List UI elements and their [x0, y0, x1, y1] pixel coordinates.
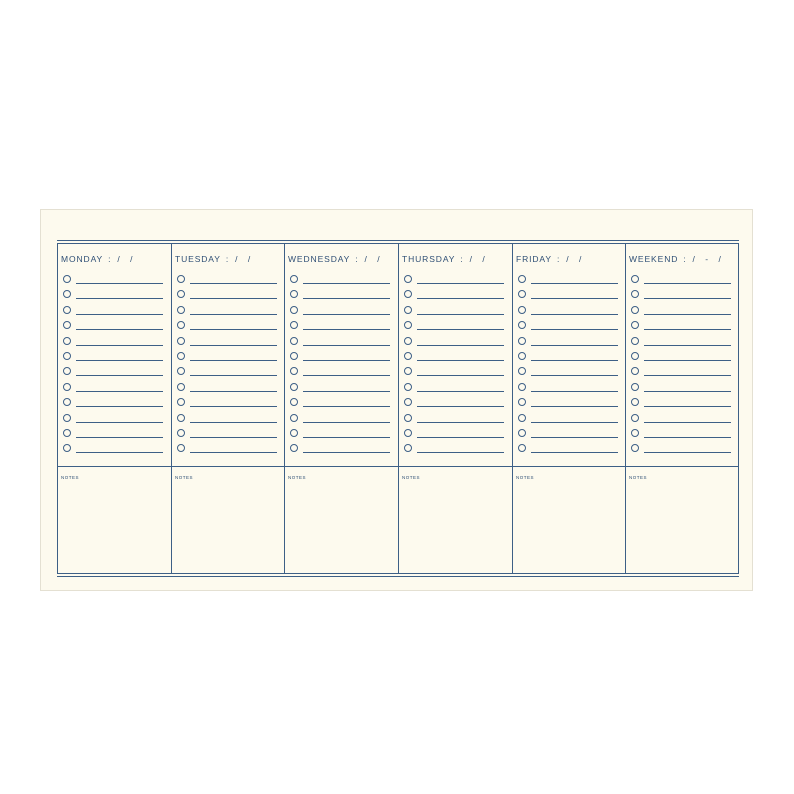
task-row — [518, 289, 618, 301]
task-checkbox-icon — [177, 398, 185, 406]
task-checkbox-icon — [404, 429, 412, 437]
task-row — [518, 351, 618, 363]
task-row — [177, 382, 277, 394]
task-checkbox-icon — [290, 306, 298, 314]
task-checkbox-icon — [631, 367, 639, 375]
task-write-line — [417, 283, 504, 284]
task-row — [290, 366, 390, 378]
task-row — [290, 351, 390, 363]
task-write-line — [303, 314, 390, 315]
task-write-line — [531, 314, 618, 315]
task-row — [63, 443, 163, 455]
task-checkbox-icon — [290, 352, 298, 360]
task-write-line — [531, 391, 618, 392]
task-row — [63, 382, 163, 394]
task-checkbox-icon — [404, 352, 412, 360]
task-row — [518, 274, 618, 286]
day-date-slots: / - / — [692, 254, 725, 264]
task-checkbox-icon — [518, 367, 526, 375]
day-header-friday — [516, 254, 585, 264]
task-row — [290, 289, 390, 301]
task-checkbox-icon — [177, 321, 185, 329]
task-row — [177, 289, 277, 301]
task-write-line — [303, 360, 390, 361]
task-row — [404, 382, 504, 394]
task-write-line — [644, 283, 731, 284]
task-write-line — [76, 375, 163, 376]
task-write-line — [303, 329, 390, 330]
task-checkbox-icon — [290, 444, 298, 452]
task-row — [404, 336, 504, 348]
task-row — [63, 428, 163, 440]
task-checkbox-icon — [631, 321, 639, 329]
task-write-line — [644, 314, 731, 315]
task-write-line — [417, 375, 504, 376]
task-checkbox-icon — [177, 367, 185, 375]
task-row — [290, 428, 390, 440]
task-write-line — [531, 406, 618, 407]
task-write-line — [303, 375, 390, 376]
task-checkbox-icon — [518, 321, 526, 329]
task-row — [63, 305, 163, 317]
task-row — [290, 336, 390, 348]
day-date-slots: / / — [566, 254, 586, 264]
task-write-line — [76, 437, 163, 438]
task-write-line — [76, 283, 163, 284]
task-write-line — [303, 422, 390, 423]
task-checkbox-icon — [631, 429, 639, 437]
task-write-line — [417, 406, 504, 407]
task-write-line — [531, 375, 618, 376]
task-checkbox-icon — [290, 321, 298, 329]
task-row — [631, 397, 731, 409]
task-write-line — [644, 298, 731, 299]
task-write-line — [76, 422, 163, 423]
task-write-line — [417, 314, 504, 315]
task-checkbox-icon — [631, 398, 639, 406]
task-row — [404, 305, 504, 317]
task-row — [177, 336, 277, 348]
day-separator: : — [355, 254, 359, 264]
task-checkbox-icon — [63, 367, 71, 375]
notes-label: NOTES — [402, 475, 421, 480]
task-row — [631, 336, 731, 348]
task-checkbox-icon — [518, 306, 526, 314]
task-row — [63, 274, 163, 286]
task-checkbox-icon — [290, 414, 298, 422]
day-date-slots: / / — [364, 254, 384, 264]
day-header-weekend — [629, 254, 725, 264]
task-checkbox-icon — [518, 429, 526, 437]
task-row — [404, 397, 504, 409]
task-write-line — [190, 298, 277, 299]
task-write-line — [76, 345, 163, 346]
task-checkbox-icon — [177, 383, 185, 391]
task-row — [177, 443, 277, 455]
task-checkbox-icon — [63, 290, 71, 298]
task-write-line — [644, 437, 731, 438]
task-row — [631, 413, 731, 425]
task-checkbox-icon — [63, 398, 71, 406]
task-write-line — [531, 345, 618, 346]
weekly-planner-sheet — [40, 209, 753, 591]
task-checkbox-icon — [177, 429, 185, 437]
task-write-line — [531, 329, 618, 330]
task-write-line — [531, 452, 618, 453]
task-write-line — [417, 329, 504, 330]
task-checkbox-icon — [177, 290, 185, 298]
task-checkbox-icon — [631, 306, 639, 314]
task-row — [631, 428, 731, 440]
day-separator: : — [460, 254, 464, 264]
task-write-line — [417, 452, 504, 453]
day-column-thursday — [398, 240, 512, 577]
day-label: THURSDAY — [402, 254, 456, 264]
task-row — [518, 305, 618, 317]
task-checkbox-icon — [404, 383, 412, 391]
task-checkbox-icon — [518, 398, 526, 406]
day-label: FRIDAY — [516, 254, 552, 264]
task-checkbox-icon — [63, 429, 71, 437]
task-checkbox-icon — [518, 275, 526, 283]
day-date-slots: / / — [469, 254, 489, 264]
task-write-line — [76, 298, 163, 299]
day-column-tuesday — [171, 240, 285, 577]
task-row — [631, 366, 731, 378]
task-row — [404, 443, 504, 455]
task-row — [631, 351, 731, 363]
task-row — [518, 397, 618, 409]
task-row — [63, 397, 163, 409]
task-checkbox-icon — [63, 306, 71, 314]
day-date-slots: / / — [117, 254, 137, 264]
task-row — [177, 274, 277, 286]
task-checkbox-icon — [518, 414, 526, 422]
task-row — [290, 274, 390, 286]
task-write-line — [531, 283, 618, 284]
task-write-line — [190, 406, 277, 407]
day-separator: : — [225, 254, 230, 264]
task-checkbox-icon — [290, 337, 298, 345]
day-label: TUESDAY — [175, 254, 221, 264]
task-write-line — [190, 283, 277, 284]
task-checkbox-icon — [177, 352, 185, 360]
task-write-line — [76, 360, 163, 361]
task-write-line — [190, 437, 277, 438]
task-write-line — [644, 375, 731, 376]
task-checkbox-icon — [404, 367, 412, 375]
notes-label: NOTES — [516, 475, 535, 480]
day-header-wednesday — [288, 254, 384, 264]
task-row — [177, 366, 277, 378]
task-row — [631, 443, 731, 455]
task-write-line — [531, 422, 618, 423]
task-write-line — [190, 375, 277, 376]
task-write-line — [76, 391, 163, 392]
task-row — [177, 305, 277, 317]
task-row — [404, 428, 504, 440]
task-write-line — [417, 437, 504, 438]
task-row — [404, 274, 504, 286]
task-write-line — [531, 437, 618, 438]
task-row — [631, 320, 731, 332]
task-write-line — [417, 422, 504, 423]
task-row — [631, 289, 731, 301]
task-write-line — [76, 314, 163, 315]
task-row — [404, 320, 504, 332]
task-write-line — [190, 391, 277, 392]
task-row — [404, 413, 504, 425]
task-checkbox-icon — [631, 275, 639, 283]
task-checkbox-icon — [518, 337, 526, 345]
task-row — [290, 382, 390, 394]
day-separator: : — [683, 254, 687, 264]
task-row — [404, 366, 504, 378]
task-checkbox-icon — [404, 275, 412, 283]
task-checkbox-icon — [177, 275, 185, 283]
day-label: WEDNESDAY — [288, 254, 351, 264]
task-checkbox-icon — [404, 398, 412, 406]
day-header-monday — [61, 254, 136, 264]
task-checkbox-icon — [177, 444, 185, 452]
notes-label: NOTES — [61, 475, 80, 480]
task-checkbox-icon — [631, 337, 639, 345]
task-write-line — [190, 360, 277, 361]
task-write-line — [190, 329, 277, 330]
task-checkbox-icon — [290, 383, 298, 391]
task-write-line — [644, 452, 731, 453]
task-checkbox-icon — [177, 337, 185, 345]
task-row — [290, 397, 390, 409]
task-checkbox-icon — [518, 383, 526, 391]
task-row — [63, 351, 163, 363]
task-row — [290, 443, 390, 455]
task-checkbox-icon — [404, 414, 412, 422]
task-write-line — [417, 345, 504, 346]
task-checkbox-icon — [290, 290, 298, 298]
day-column-weekend — [625, 240, 739, 577]
task-checkbox-icon — [290, 275, 298, 283]
task-checkbox-icon — [63, 275, 71, 283]
task-checkbox-icon — [290, 367, 298, 375]
task-row — [63, 413, 163, 425]
task-write-line — [303, 345, 390, 346]
task-write-line — [417, 360, 504, 361]
task-row — [63, 289, 163, 301]
task-checkbox-icon — [177, 306, 185, 314]
task-row — [177, 397, 277, 409]
day-separator: : — [556, 254, 561, 264]
task-checkbox-icon — [63, 337, 71, 345]
task-write-line — [190, 345, 277, 346]
task-row — [63, 320, 163, 332]
task-write-line — [303, 391, 390, 392]
task-checkbox-icon — [631, 352, 639, 360]
task-write-line — [644, 345, 731, 346]
day-column-friday — [512, 240, 626, 577]
day-date-slots: / / — [235, 254, 255, 264]
task-row — [177, 351, 277, 363]
planner-grid — [57, 240, 739, 577]
task-checkbox-icon — [290, 398, 298, 406]
task-row — [404, 351, 504, 363]
task-checkbox-icon — [177, 414, 185, 422]
day-label: WEEKEND — [629, 254, 679, 264]
task-row — [518, 382, 618, 394]
task-write-line — [644, 360, 731, 361]
task-write-line — [303, 298, 390, 299]
task-row — [290, 320, 390, 332]
task-row — [631, 305, 731, 317]
task-write-line — [417, 298, 504, 299]
task-row — [177, 320, 277, 332]
task-row — [518, 336, 618, 348]
task-row — [290, 413, 390, 425]
task-checkbox-icon — [631, 383, 639, 391]
task-row — [631, 274, 731, 286]
task-checkbox-icon — [63, 414, 71, 422]
task-checkbox-icon — [290, 429, 298, 437]
task-checkbox-icon — [518, 444, 526, 452]
day-label: MONDAY — [61, 254, 104, 264]
notes-label: NOTES — [175, 475, 194, 480]
task-checkbox-icon — [63, 444, 71, 452]
task-row — [63, 366, 163, 378]
task-checkbox-icon — [63, 321, 71, 329]
task-row — [177, 428, 277, 440]
task-row — [290, 305, 390, 317]
task-checkbox-icon — [631, 444, 639, 452]
day-separator: : — [108, 254, 112, 264]
day-header-tuesday — [175, 254, 254, 264]
task-checkbox-icon — [63, 383, 71, 391]
task-checkbox-icon — [631, 290, 639, 298]
task-write-line — [303, 406, 390, 407]
task-write-line — [644, 422, 731, 423]
task-write-line — [76, 329, 163, 330]
task-row — [518, 428, 618, 440]
task-write-line — [531, 360, 618, 361]
task-checkbox-icon — [404, 321, 412, 329]
task-checkbox-icon — [518, 352, 526, 360]
task-write-line — [76, 452, 163, 453]
task-write-line — [303, 437, 390, 438]
day-column-monday — [57, 240, 171, 577]
day-column-wednesday — [284, 240, 398, 577]
task-checkbox-icon — [404, 444, 412, 452]
task-checkbox-icon — [518, 290, 526, 298]
day-header-thursday — [402, 254, 489, 264]
task-checkbox-icon — [404, 337, 412, 345]
task-write-line — [190, 314, 277, 315]
notes-label: NOTES — [629, 475, 648, 480]
task-write-line — [644, 329, 731, 330]
task-checkbox-icon — [631, 414, 639, 422]
task-row — [518, 366, 618, 378]
task-row — [404, 289, 504, 301]
task-row — [518, 320, 618, 332]
task-write-line — [303, 283, 390, 284]
task-write-line — [644, 406, 731, 407]
task-checkbox-icon — [63, 352, 71, 360]
task-checkbox-icon — [404, 290, 412, 298]
task-write-line — [190, 422, 277, 423]
task-write-line — [531, 298, 618, 299]
task-row — [63, 336, 163, 348]
task-checkbox-icon — [404, 306, 412, 314]
task-row — [177, 413, 277, 425]
task-write-line — [417, 391, 504, 392]
notes-label: NOTES — [288, 475, 307, 480]
task-write-line — [303, 452, 390, 453]
task-row — [518, 443, 618, 455]
task-write-line — [76, 406, 163, 407]
task-row — [631, 382, 731, 394]
task-row — [518, 413, 618, 425]
task-write-line — [644, 391, 731, 392]
task-write-line — [190, 452, 277, 453]
